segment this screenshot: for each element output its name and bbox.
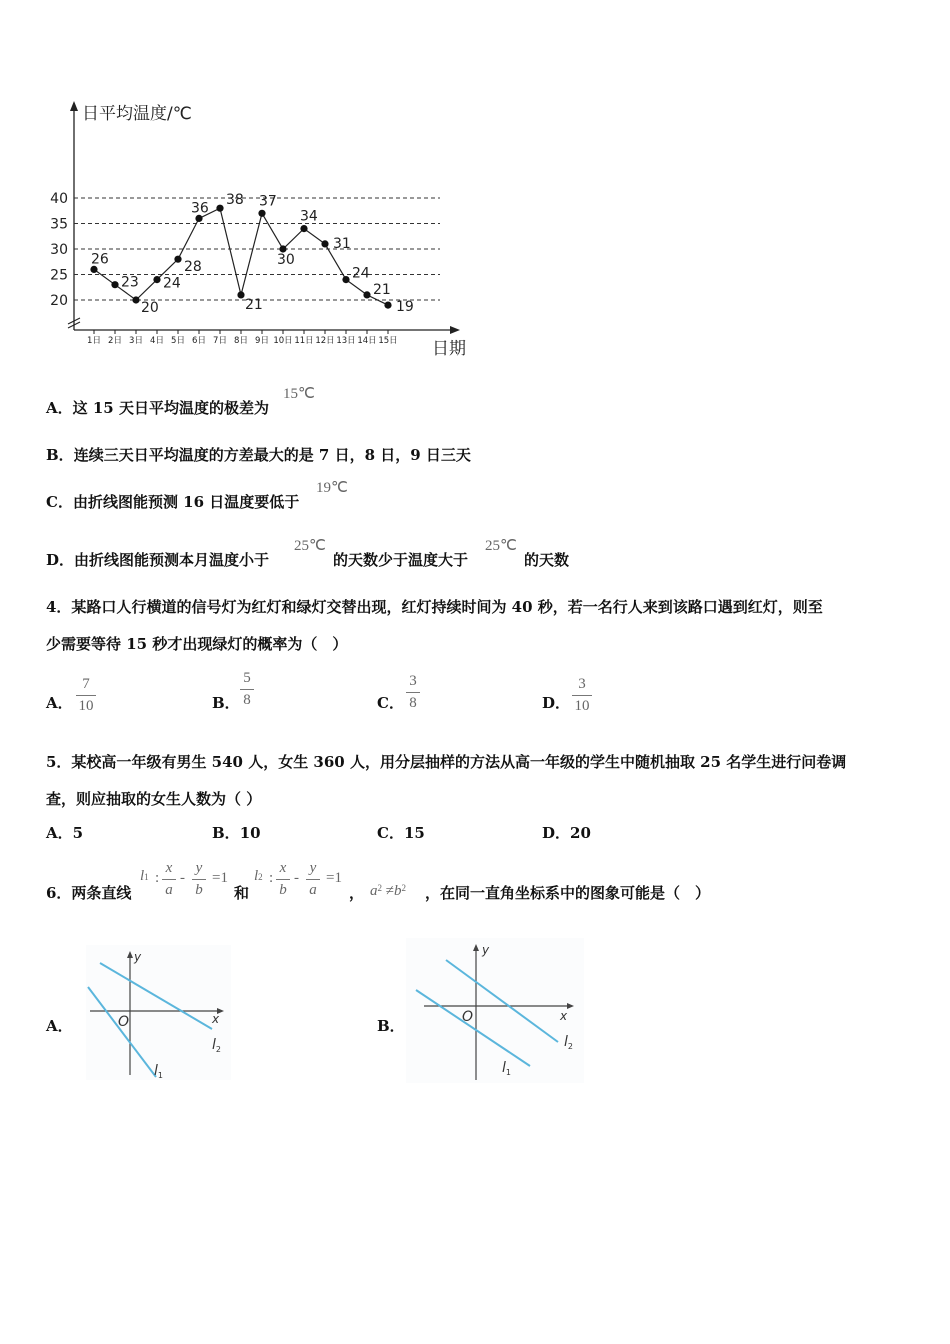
option-label: B． <box>212 824 240 842</box>
numerator: y <box>195 860 203 876</box>
data-label: 34 <box>300 208 318 225</box>
data-point <box>363 291 370 298</box>
q3-a-value: 15℃ <box>283 386 315 402</box>
data-point <box>342 276 349 283</box>
x-tick-label: 3日 <box>129 336 143 346</box>
numerator: x <box>279 860 287 876</box>
x-tick-label: 10日 <box>273 336 293 346</box>
q6-condition <box>370 883 406 900</box>
denominator: a <box>309 882 317 898</box>
q6-option-b-label: B． <box>377 1017 405 1035</box>
x-axis-arrow <box>450 326 460 334</box>
option-value: 15 <box>403 824 425 842</box>
var-a: a <box>370 883 378 899</box>
l-letter: l <box>212 1037 216 1053</box>
q4-option-d-fraction <box>572 676 592 715</box>
q3-option-d <box>46 550 269 570</box>
q3-d-value-2: 25℃ <box>485 538 517 554</box>
x-tick-label: 9日 <box>255 336 269 346</box>
q3-d-value-1: 25℃ <box>294 538 326 554</box>
x-tick-label: 7日 <box>213 336 227 346</box>
q3-option-b <box>46 445 471 465</box>
x-tick-label: 15日 <box>378 336 398 346</box>
option-text: 由折线图能预测本月温度小于 <box>74 551 270 569</box>
data-label: 24 <box>163 275 181 292</box>
q6-l2-frac-2 <box>306 860 320 899</box>
y-tick-label: 35 <box>50 216 68 233</box>
q6-l1-equals: =1 <box>212 870 228 886</box>
var-b: b <box>393 883 402 899</box>
l-letter: l <box>154 1063 158 1079</box>
option-label: D． <box>542 824 571 842</box>
data-point <box>174 256 181 263</box>
data-label: 20 <box>141 300 159 316</box>
q6-stem-suffix: ，在同一直角坐标系中的图象可能是（ ） <box>425 884 711 902</box>
q4-option-a-label: A． <box>46 694 73 712</box>
x-label: x <box>212 1012 220 1026</box>
graph-background <box>406 938 584 1083</box>
q6-l2-symbol <box>254 868 263 885</box>
q5-stem-line2: 查，则应抽取的女生人数为（ ） <box>46 790 262 808</box>
q6-option-a-graph <box>86 945 231 1080</box>
l-letter: l <box>564 1034 568 1050</box>
data-point <box>258 210 265 217</box>
q6-l1-frac-2 <box>192 860 206 899</box>
x-tick-label: 11日 <box>294 336 314 346</box>
temperature-line-chart <box>50 95 480 365</box>
option-label: A． <box>46 824 73 842</box>
denominator: 10 <box>78 698 94 714</box>
numerator: 7 <box>82 676 90 692</box>
denominator: 10 <box>574 698 590 714</box>
x-tick-label: 1日 <box>87 336 101 346</box>
q4-stem-line1: 4．某路口人行横道的信号灯为红灯和绿灯交替出现，红灯持续时间为 40 秒，若一名行人来到该路口遇到红灯，则至 <box>46 598 823 616</box>
numerator: 5 <box>243 670 251 686</box>
q5-option-d <box>542 823 591 843</box>
y-tick-label: 20 <box>50 293 68 309</box>
option-label: D． <box>46 551 75 569</box>
exp-2: 2 <box>401 883 406 893</box>
option-label: A． <box>46 399 73 417</box>
option-text: 这 15 天日平均温度的极差为 <box>72 399 269 417</box>
q6-l1-frac-1 <box>162 860 176 899</box>
q6-option-b-graph <box>406 938 584 1083</box>
x-tick-label: 2日 <box>108 336 122 346</box>
exp-2: 2 <box>377 883 382 893</box>
x-tick-label: 4日 <box>150 336 164 346</box>
x-tick-label: 6日 <box>192 336 206 346</box>
origin-label: O <box>462 1009 474 1025</box>
x-tick-label: 14日 <box>357 336 377 346</box>
x-tick-label: 13日 <box>336 336 356 346</box>
q5-stem-line1: 5．某校高一年级有男生 540 人，女生 360 人，用分层抽样的方法从高一年级的学生中随机抽取 25 名学生进行问卷调 <box>46 753 847 771</box>
y-label: y <box>482 943 490 957</box>
q6-l1-minus: - <box>180 870 185 886</box>
l-subscript: 2 <box>258 872 263 882</box>
q6-stem-prefix: 6．两条直线 <box>46 884 132 902</box>
y-axis-title: 日平均温度/℃ <box>82 104 192 124</box>
q5-option-c <box>377 823 425 843</box>
q3-option-c <box>46 492 299 512</box>
data-label: 26 <box>91 251 109 268</box>
q3-option-a <box>46 398 269 418</box>
data-label: 21 <box>373 281 391 298</box>
option-text: 由折线图能预测 16 日温度要低于 <box>72 493 300 511</box>
q5-option-b <box>212 823 261 843</box>
numerator: x <box>165 860 173 876</box>
l-letter: l <box>140 868 145 884</box>
l-subscript: 2 <box>567 1042 573 1051</box>
y-tick-label: 30 <box>50 242 68 258</box>
y-axis-arrow <box>70 101 78 111</box>
y-tick-label: 40 <box>50 191 68 207</box>
data-point <box>153 276 160 283</box>
l-subscript: 1 <box>157 1071 163 1080</box>
q6-l2-colon: : <box>269 870 274 886</box>
data-label: 36 <box>191 200 209 217</box>
numerator: y <box>309 860 317 876</box>
option-value: 20 <box>570 824 591 842</box>
q4-option-a-fraction <box>76 676 96 715</box>
q5-option-a <box>46 823 83 843</box>
y-label: y <box>134 950 142 964</box>
q4-option-b-fraction <box>240 670 254 709</box>
denominator: 8 <box>243 692 251 708</box>
data-label: 24 <box>352 265 370 282</box>
x-axis-title: 日期 <box>432 339 466 359</box>
q6-l1-colon: : <box>155 870 160 886</box>
q6-l2-equals: =1 <box>326 870 342 886</box>
origin-label: O <box>118 1014 130 1030</box>
data-label: 21 <box>245 296 263 313</box>
l-letter: l <box>502 1060 506 1076</box>
option-text: 连续三天日平均温度的方差最大的是 7 日，8 日，9 日三天 <box>73 446 471 464</box>
q6-and: 和 <box>234 884 250 902</box>
data-point <box>321 240 328 247</box>
x-tick-label: 8日 <box>234 336 248 346</box>
denominator: b <box>195 882 203 898</box>
data-label: 19 <box>396 299 414 316</box>
option-label: B． <box>46 446 74 464</box>
data-label: 30 <box>277 252 295 268</box>
q4-option-b-label: B． <box>212 694 240 712</box>
q6-comma: ， <box>349 884 365 902</box>
numerator: 3 <box>578 676 586 692</box>
data-label: 38 <box>226 192 244 209</box>
data-label: 28 <box>184 259 202 276</box>
data-point <box>237 291 244 298</box>
l-subscript: 2 <box>215 1045 221 1054</box>
y-tick-label: 25 <box>50 267 68 284</box>
q3-d-text-2: 的天数少于温度大于 <box>333 551 469 569</box>
x-tick-label: 12日 <box>315 336 335 346</box>
q4-option-c-fraction <box>406 673 420 712</box>
data-point <box>216 205 223 212</box>
option-value: 10 <box>239 824 261 842</box>
data-label: 31 <box>333 235 351 252</box>
q3-c-value: 19℃ <box>316 480 348 496</box>
data-label: 23 <box>121 274 139 291</box>
l-subscript: 1 <box>505 1068 511 1077</box>
q6-l2-frac-1 <box>276 860 290 899</box>
q4-option-d-label: D． <box>542 694 571 712</box>
option-label: C． <box>46 493 73 511</box>
data-point <box>111 281 118 288</box>
data-point <box>384 302 391 309</box>
denominator: a <box>165 882 173 898</box>
q6-l2-minus: - <box>294 870 299 886</box>
data-point <box>300 225 307 232</box>
denominator: b <box>279 882 287 898</box>
q4-option-c-label: C． <box>377 694 404 712</box>
denominator: 8 <box>409 695 417 711</box>
q3-d-text-3: 的天数 <box>524 551 570 569</box>
option-value: 5 <box>72 824 84 842</box>
x-tick-label: 5日 <box>171 336 185 346</box>
option-label: C． <box>377 824 404 842</box>
q6-l1-symbol <box>140 868 149 885</box>
x-label: x <box>560 1009 568 1023</box>
q4-stem-line2: 少需要等待 15 秒才出现绿灯的概率为（ ） <box>46 635 348 653</box>
q6-option-a-label: A． <box>46 1017 73 1035</box>
l-letter: l <box>254 868 259 884</box>
numerator: 3 <box>409 673 417 689</box>
neq-symbol: ≠ <box>385 883 394 899</box>
data-label: 37 <box>259 193 277 210</box>
l-subscript: 1 <box>144 872 149 882</box>
data-point <box>132 296 139 303</box>
